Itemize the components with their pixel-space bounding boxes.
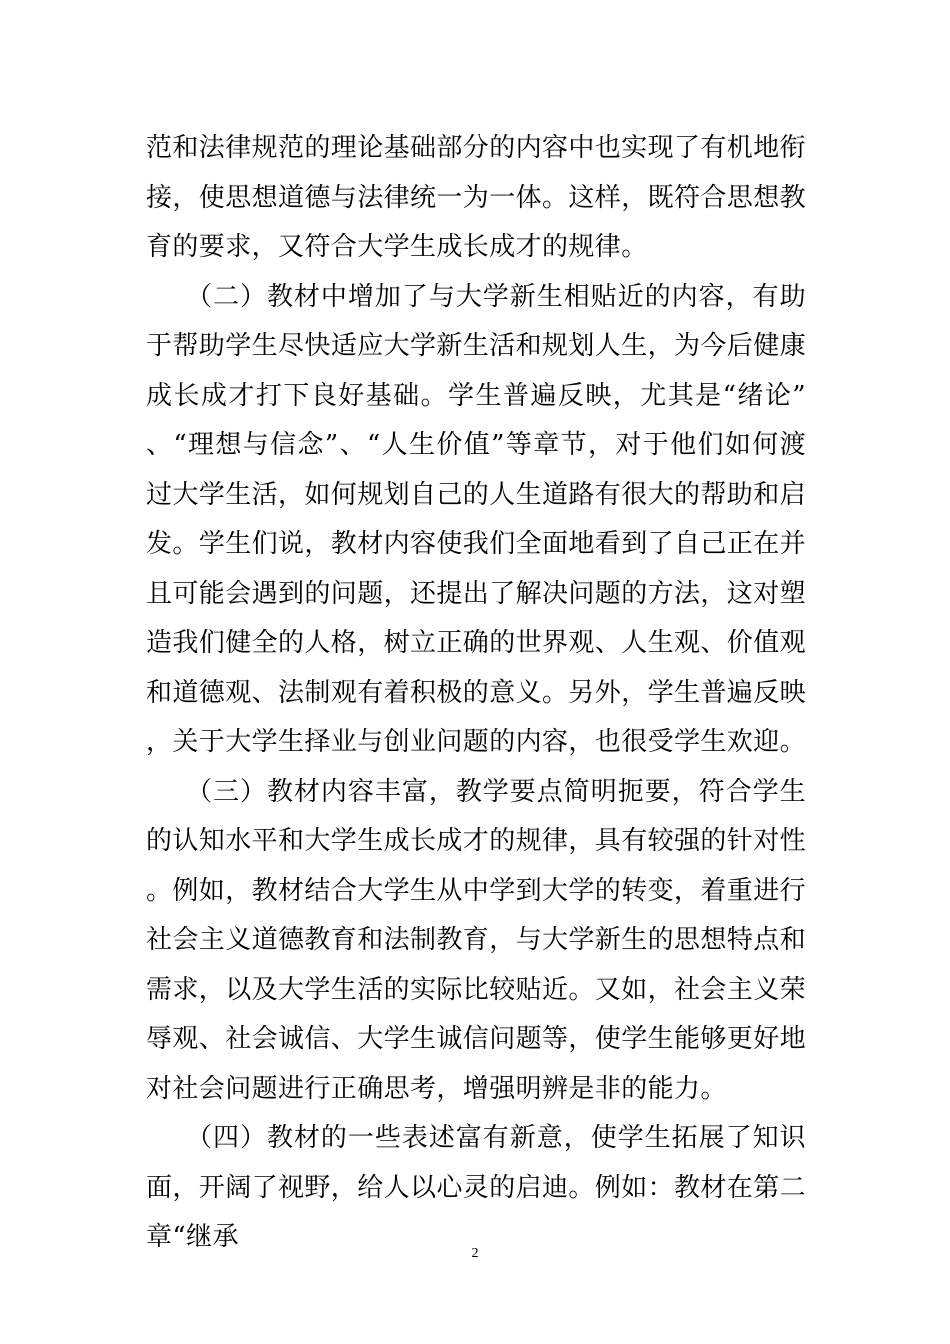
document-body — [146, 124, 806, 1263]
paragraph-section-two: （二）教材中增加了与大学新生相贴近的内容，有助于帮助学生尽快适应大学新生活和规划人生，为今后健康成长成才打下良好基础。学生普遍反映，尤其是“绪论”、“理想与信念”、“人生价值”等章节，对于他们如何渡过大学生活，如何规划自己的人生道路有很大的帮助和启发。学生们说，教材内容使我们全面地看到了自己正在并且可能会遇到的问题，还提出了解决问题的方法，这对塑造我们健全的人格，树立正确的世界观、人生观、价值观和道德观、法制观有着积极的意义。另外，学生普遍反映，关于大学生择业与创业问题的内容，也很受学生欢迎。 — [146, 281, 807, 757]
paragraph-section-three: （三）教材内容丰富，教学要点简明扼要，符合学生的认知水平和大学生成长成才的规律，具有较强的针对性。例如，教材结合大学生从中学到大学的转变，着重进行社会主义道德教育和法制教育，与大学新生的思想特点和需求，以及大学生活的实际比较贴近。又如，社会主义荣辱观、社会诚信、大学生诚信问题等，使学生能够更好地对社会问题进行正确思考，增强明辨是非的能力。 — [146, 776, 807, 1104]
paragraph-section-four: （四）教材的一些表述富有新意，使学生拓展了知识面，开阔了视野，给人以心灵的启迪。例如：教材在第二章“继承 — [146, 1123, 807, 1252]
page-number: 2 — [471, 1246, 479, 1261]
paragraph-continuation: 范和法律规范的理论基础部分的内容中也实现了有机地衔接，使思想道德与法律统一为一体。这样，既符合思想教育的要求，又符合大学生成长成才的规律。 — [146, 133, 807, 262]
